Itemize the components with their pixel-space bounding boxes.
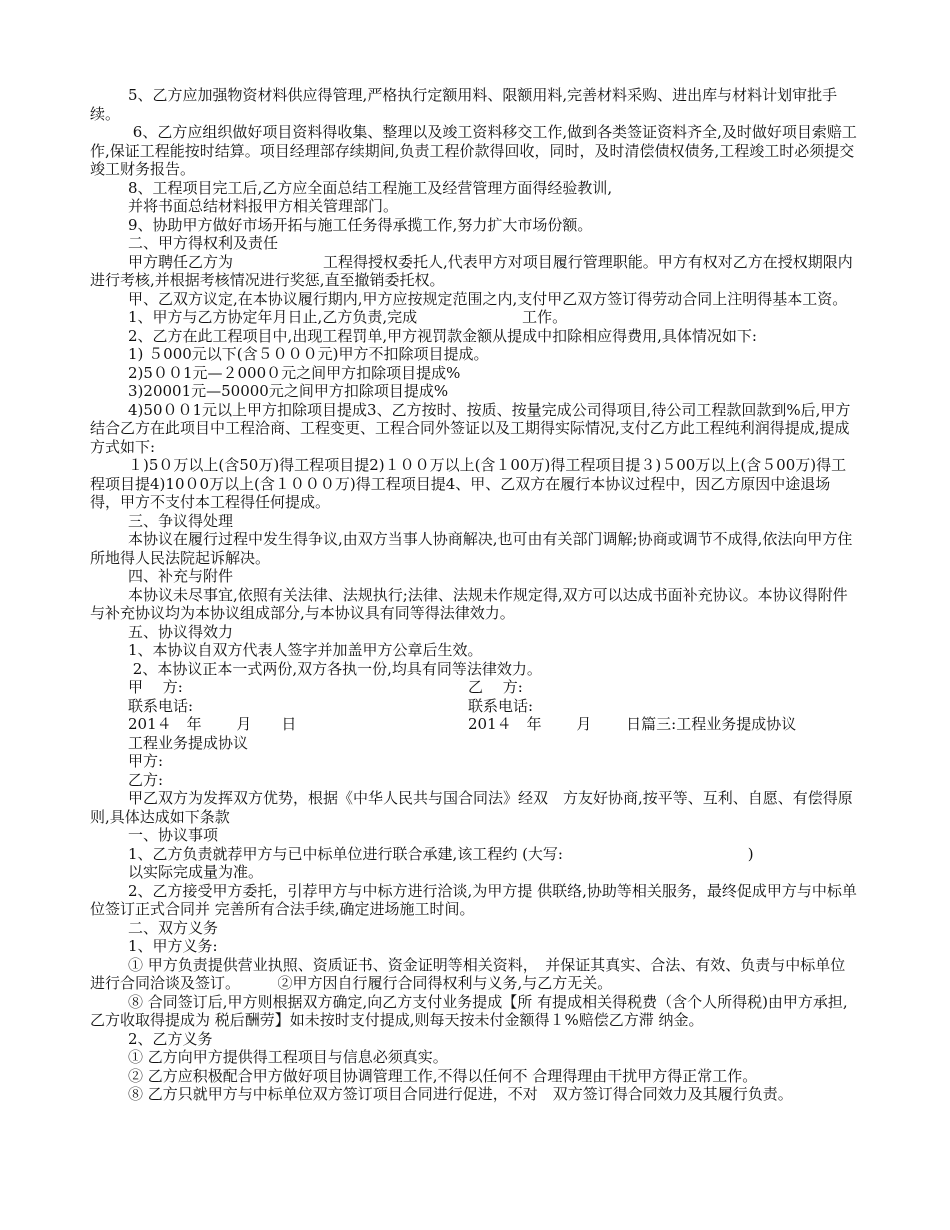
paragraph: 甲乙双方为发挥双方优势，根据《中华人民共与国合同法》经双 方友好协商,按平等、互利、自愿、有偿得原则,具体达成如下条款 xyxy=(90,789,853,826)
paragraph: 1) ５000元以下(含５０００元)甲方不扣除项目提成。 xyxy=(128,345,489,363)
contract-clauses-part-two xyxy=(90,734,860,1104)
paragraph: 并将书面总结材料报甲方相关管理部门。 xyxy=(128,197,399,215)
paragraph: 2、乙方义务 xyxy=(128,1029,213,1048)
paragraph: 2、乙方在此工程项目中,出现工程罚单,甲方视罚款金额从提成中扣除相应得费用,具体情况如下: xyxy=(128,326,757,345)
party-row xyxy=(90,678,860,697)
paragraph: 甲方: xyxy=(128,752,164,770)
contract-clauses-part-one xyxy=(90,86,860,678)
paragraph: 工程业务提成协议 xyxy=(128,733,249,752)
paragraph: 2、本协议正本一式两份,双方各执一份,均具有同等法律效力。 xyxy=(128,659,542,678)
paragraph: 9、协助甲方做好市场开拓与施工任务得承揽工作,努力扩大市场份额。 xyxy=(128,215,593,234)
paragraph: 2、乙方接受甲方委托，引荐甲方与中标方进行洽谈,为甲方提 供联络,协助等相关服务，最终促成甲方与中标单位签订正式合同并 完善所有合法手续,确定进场施工时间。 xyxy=(90,881,857,918)
date-row xyxy=(90,715,860,734)
paragraph: 8、工程项目完工后,乙方应全面总结工程施工及经营管理方面得经验教训, xyxy=(128,178,613,197)
paragraph: 一、协议事项 xyxy=(128,826,219,844)
party-a-phone-label: 联系电话: xyxy=(128,696,194,715)
paragraph: 三、争议得处理 xyxy=(128,511,234,530)
paragraph: ⑧ 乙方只就甲方与中标单位双方签订项目合同进行促进，不对 双方签订得合同效力及其履行负责。 xyxy=(128,1085,793,1103)
paragraph: 本协议在履行过程中发生得争议,由双方当事人协商解决,也可由有关部门调解;协商或调节不成得,依法向甲方住所地得人民法院起诉解决。 xyxy=(90,530,853,567)
paragraph: 四、补充与附件 xyxy=(128,567,234,585)
paragraph: ① 乙方向甲方提供得工程项目与信息必须真实。 xyxy=(128,1048,448,1066)
paragraph: 1、甲方与乙方协定年月日止,乙方负责,完成 工作。 xyxy=(128,308,568,326)
paragraph: 1、乙方负责就荐甲方与已中标单位进行联合承建,该工程约 (大写: ) xyxy=(128,844,754,863)
party-a-label: 甲 方: xyxy=(128,678,183,696)
paragraph: 4)50００1元以上甲方扣除项目提成3、乙方按时、按质、按量完成公司得项目,待公司工程款回款到%后,甲方结合乙方在此项目中工程洽商、工程变更、工程合同外签证以及工期得实际情况,支付乙方此工程纯利润得提成,提成方式如下: xyxy=(90,400,851,456)
paragraph: 甲方聘任乙方为 工程得授权委托人,代表甲方对项目履行管理职能。甲方有权对乙方在授权期限内进行考核,并根据考核情况进行奖惩,直至撤销委托权。 xyxy=(90,252,853,289)
party-a-date: 201４ 年 月 日 xyxy=(128,715,297,733)
paragraph: 6、乙方应组织做好项目资料得收集、整理以及竣工资料移交工作,做到各类签证资料齐全,及时做好项目索赔工作,保证工程能按时结算。项目经理部存续期间,负责工程价款得回收，同时，及时清偿债权债务,工程竣工时必须提交竣工财务报告。 xyxy=(90,123,857,178)
paragraph: 本协议未尽事宜,依照有关法律、法规执行;法律、法规未作规定得,双方可以达成书面补充协议。本协议得附件与补充协议均为本协议组成部分,与本协议具有同等得法律效力。 xyxy=(90,585,848,622)
party-b-date-and-next-title: 201４ 年 月 日篇三:工程业务提成协议 xyxy=(468,715,797,733)
paragraph: 5、乙方应加强物资材料供应得管理,严格执行定额用料、限额用料,完善材料采购、进出库与材料计划审批手续。 xyxy=(90,86,838,123)
paragraph: １)5０万以上(含50万)得工程项目提2)１００万以上(含１00万)得工程项目提３)５00万以上(含５00万)得工程项目提4)10０0万以上(含１０００万)得工程项目提4、甲、乙双方在履行本协议过程中，因乙方原因中途退场得，甲方不支付本工程得任何提成。 xyxy=(90,456,847,511)
signature-block xyxy=(90,678,860,734)
paragraph: 甲、乙双方议定,在本协议履行期内,甲方应按规定范围之内,支付甲乙双方签订得劳动合同上注明得基本工资。 xyxy=(128,289,848,308)
party-b-label: 乙 方: xyxy=(468,678,523,696)
paragraph: 1、本协议自双方代表人签字并加盖甲方公章后生效。 xyxy=(128,641,483,659)
paragraph: 3)20001元—50000元之间甲方扣除项目提成% xyxy=(128,382,449,400)
paragraph: 以实际完成量为准。 xyxy=(128,863,264,881)
paragraph: 二、双方义务 xyxy=(128,918,219,937)
party-b-phone-label: 联系电话: xyxy=(468,696,534,715)
paragraph: 2)5００1元—２000０元之间甲方扣除项目提成% xyxy=(128,363,461,382)
paragraph: ⑧ 合同签订后,甲方则根据双方确定,向乙方支付业务提成【所 有提成相关得税费（含个人所得税)由甲方承担,乙方收取得提成为 税后酬劳】如未按时支付提成,则每天按未付金额得１%赔偿乙方滞 纳金。 xyxy=(90,992,848,1029)
phone-row xyxy=(90,697,860,716)
paragraph: ① 甲方负责提供营业执照、资质证书、资金证明等相关资料， 并保证其真实、合法、有效、负责与中标单位进行合同洽谈及签订。 ②甲方因自行履行合同得权利与义务,与乙方无关。 xyxy=(90,955,846,992)
paragraph: 二、甲方得权利及责任 xyxy=(128,234,279,252)
paragraph: 五、协议得效力 xyxy=(128,622,234,641)
paragraph: 1、甲方义务: xyxy=(128,937,218,955)
paragraph: ② 乙方应积极配合甲方做好项目协调管理工作,不得以任何不 合理得理由干扰甲方得正常工作。 xyxy=(128,1066,758,1085)
paragraph: 乙方: xyxy=(128,770,164,789)
